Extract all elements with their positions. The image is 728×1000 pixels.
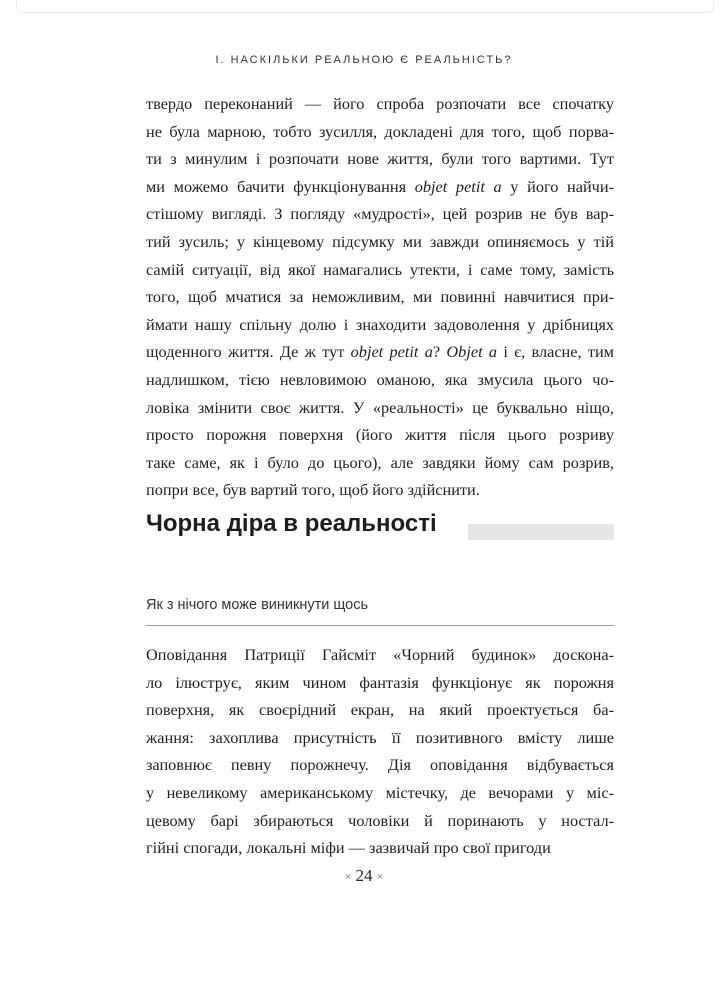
text-run: поверхня, як своєрідний екран, на який проектується ба-	[146, 700, 614, 720]
text-run: жання: захоплива присутність її позитивного вмісту лише	[146, 727, 614, 747]
italic-term: Objet a	[446, 342, 498, 362]
text-run: ловіка змінити своє життя. У «реальності» це буквально ніщо,	[146, 397, 614, 417]
text-line	[146, 779, 614, 807]
text-line	[146, 751, 614, 779]
section-title: Чорна діра в реальності	[146, 510, 437, 537]
text-line	[146, 669, 614, 697]
text-line	[146, 366, 614, 394]
text-run: не була марною, тобто зусилля, докладені для того, щоб порва-	[146, 121, 614, 141]
text-run: щоденного життя. Де ж тут	[146, 342, 351, 362]
section-subtitle: Як з нічого може виникнути щось	[146, 597, 369, 613]
text-line	[146, 311, 614, 339]
text-run: ймати нашу спільну долю і знаходити задоволення у дрібницях	[146, 314, 614, 334]
page-number-ornament-left: ×	[345, 871, 352, 884]
text-run: заповнює певну порожнечу. Дія оповідання відбувається	[146, 755, 614, 775]
text-run: самій ситуації, від якої намагались утекти, і саме тому, замість	[146, 259, 614, 279]
text-line	[146, 724, 614, 752]
text-line	[146, 834, 614, 862]
paragraph	[146, 641, 614, 862]
page-number	[0, 866, 728, 886]
text-run: того, щоб мчатися за неможливим, ми повинні навчитися при-	[146, 287, 614, 307]
text-line	[146, 696, 614, 724]
text-run: у невеликому американському містечку, де вечорами у міс-	[146, 782, 614, 802]
text-line	[146, 641, 614, 669]
text-line	[146, 338, 614, 366]
text-run: стішому вигляді. З погляду «мудрості», цей розрив не був вар-	[146, 204, 614, 224]
text-run: таке саме, як і було до цього), але завдяки йому сам розрив,	[146, 452, 614, 472]
text-run: тий зусиль; у кінцевому підсумку ми завжди опиняємось у тій	[146, 231, 614, 251]
text-line	[146, 476, 614, 504]
page-number-ornament-right: ×	[376, 871, 383, 884]
text-run: ?	[432, 342, 447, 362]
text-line	[146, 283, 614, 311]
text-line	[146, 394, 614, 422]
page-number-value: 24	[355, 866, 373, 885]
text-line	[146, 145, 614, 173]
running-head: I. НАСКІЛЬКИ РЕАЛЬНОЮ Є РЕАЛЬНІСТЬ?	[215, 54, 513, 66]
text-line	[146, 256, 614, 284]
text-run: і є, власне, тим	[497, 342, 614, 362]
text-run: цевому барі збираються чоловіки й поринають у ностал-	[146, 810, 614, 830]
text-run: ло ілюструє, яким чином фантазія функціонує як порожня	[146, 672, 614, 692]
text-line	[146, 200, 614, 228]
text-line	[146, 90, 614, 118]
subtitle-divider	[146, 625, 614, 626]
text-line	[146, 449, 614, 477]
text-run: просто порожня поверхня (його життя після цього розриву	[146, 425, 614, 445]
text-run: гійні спогади, локальні міфи — зазвичай про свої пригоди	[146, 838, 551, 858]
decorative-title-bar	[468, 524, 614, 540]
text-line	[146, 173, 614, 201]
text-run: Оповідання Патриції Гайсміт «Чорний будинок» доскона-	[146, 645, 614, 664]
text-line	[146, 807, 614, 835]
text-run: ми можемо бачити функціонування	[146, 176, 415, 196]
text-run: надлишком, тією невловимою оманою, яка змусила цього чо-	[146, 369, 614, 389]
text-line	[146, 421, 614, 449]
text-line	[146, 228, 614, 256]
italic-term: objet petit a	[350, 342, 433, 362]
text-run: ти з минулим і розпочати нове життя, були того вартими. Тут	[146, 149, 614, 169]
text-line	[146, 118, 614, 146]
italic-term: objet petit a	[414, 176, 502, 196]
text-run: твердо переконаний — його спроба розпочати все спочатку	[146, 94, 614, 113]
text-run: у його найчи-	[501, 176, 614, 196]
paragraph	[146, 90, 614, 504]
page-top-edge	[16, 0, 714, 13]
text-run: попри все, був вартий того, щоб його здійснити.	[146, 480, 480, 500]
